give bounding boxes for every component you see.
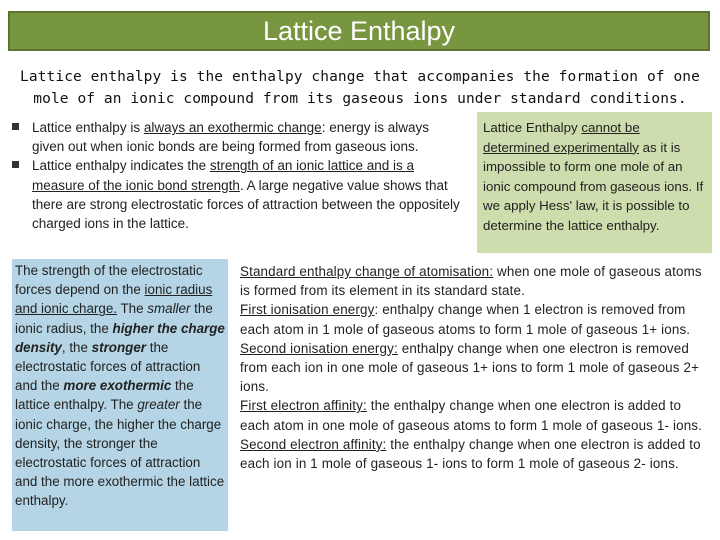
factors-text: The strength of the electrostatic forces depend on the <box>15 263 203 298</box>
intro-definition: Lattice enthalpy is the enthalpy change that accompanies the formation of one mole of an ionic compound from its gaseous ions under standard conditions. <box>20 69 700 107</box>
factors-bold-italic: more exothermic <box>63 378 172 394</box>
factors-text: the ionic charge, the higher the charge density, the stronger the electrostatic forces of attraction and the more exothermic the lattice enthalpy. <box>15 397 225 509</box>
square-bullet-icon <box>12 161 19 168</box>
definition-item <box>240 300 710 338</box>
definition-term: First electron affinity: <box>240 398 367 414</box>
definition-text: enthalpy change when one electron is removed from each ion in one mole of gaseous 1+ ions to form 1 mole of gaseous 2+ ions. <box>240 340 700 395</box>
factors-text: the electrostatic forces of attraction and the <box>15 339 201 394</box>
definition-item <box>240 262 710 300</box>
definition-text: the enthalpy change when one electron is added to each atom in one mole of gaseous atoms to form 1 mole of gaseous 1- ions. <box>240 398 703 433</box>
definition-term: First ionisation energy <box>240 302 375 318</box>
definition-term: Second electron affinity: <box>240 436 387 452</box>
title-bar <box>8 11 710 51</box>
factors-text: the ionic radius, the <box>15 301 213 336</box>
bullet-text-emphasis: strength of an ionic lattice and is a measure of the ionic bond strength <box>32 158 414 193</box>
bullet-text-emphasis: always an exothermic change <box>143 120 322 135</box>
definition-item <box>240 435 710 473</box>
definition-term: Standard enthalpy change of atomisation: <box>240 264 494 279</box>
bullet-text-pre: Lattice enthalpy is <box>32 120 144 135</box>
square-bullet-icon <box>12 123 19 130</box>
factors-bold-italic: higher the charge density <box>15 320 225 355</box>
note-text-post: as it is impossible to form one mole of an ionic compound from gaseous ions. If we apply Hess' law, it is possible to determine the lattice enthalpy. <box>483 139 704 233</box>
definition-text: the enthalpy change when one electron is added to each ion in 1 mole of gaseous 1- ions to form 1 mole of gaseous 2- ions. <box>240 436 701 472</box>
factors-text: The <box>117 301 148 317</box>
factors-text: , the <box>61 339 92 355</box>
factors-box <box>12 259 228 531</box>
factors-bold-italic: stronger <box>91 339 146 355</box>
definition-text: when one mole of gaseous atoms is formed from its element in its standard state. <box>240 264 702 299</box>
bullet-item <box>12 156 462 233</box>
definition-item <box>240 339 710 397</box>
bullet-text-post: : energy is always given out when ionic bonds are being formed from gaseous ions. <box>32 120 429 155</box>
bullet-list <box>12 118 462 233</box>
page-title: Lattice Enthalpy <box>262 15 456 46</box>
bullet-item <box>12 118 462 156</box>
factors-italic: smaller <box>147 301 191 317</box>
definition-text: : enthalpy change when 1 electron is removed from each atom in 1 mole of gaseous atoms to form 1 mole of gaseous 1+ ions. <box>240 302 691 337</box>
note-text-emphasis: cannot be determined experimentally <box>483 120 640 155</box>
factors-emphasis: ionic radius and ionic charge. <box>15 282 213 317</box>
bullet-text-post: . A large negative value shows that there are strong electrostatic forces of attraction between the oppositely charged ions in the lattice. <box>32 177 460 232</box>
note-text-pre: Lattice Enthalpy <box>483 120 582 135</box>
definition-term: Second ionisation energy: <box>240 340 398 356</box>
factors-text: the lattice enthalpy. The <box>15 378 194 413</box>
factors-italic: greater <box>137 397 180 413</box>
bullet-text-pre: Lattice enthalpy indicates the <box>32 158 210 174</box>
experimental-note-box <box>477 112 712 253</box>
definitions-list <box>240 262 710 473</box>
definition-item <box>240 396 710 434</box>
